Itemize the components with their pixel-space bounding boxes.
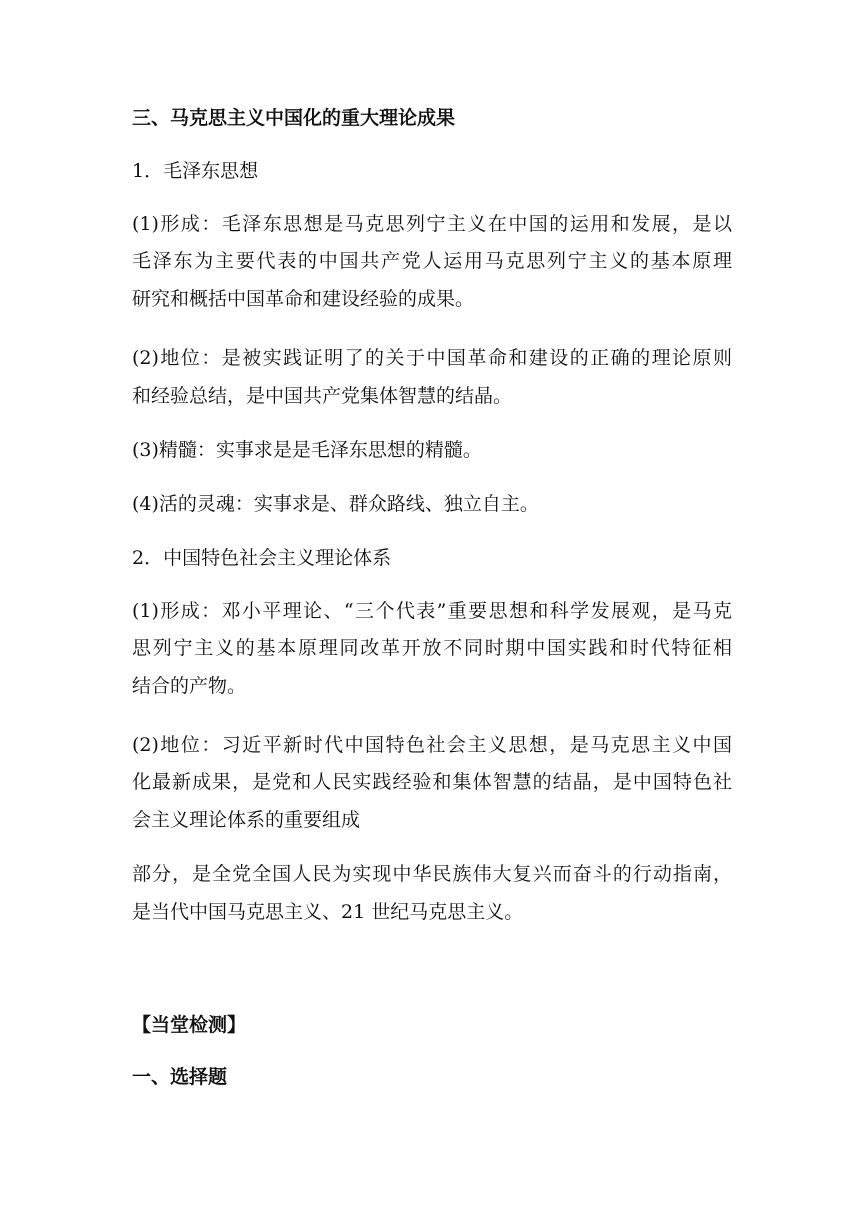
paragraph-line: 结合的产物。 xyxy=(132,675,247,697)
paragraph-line: 研究和概括中国革命和建设经验的成果。 xyxy=(132,288,475,310)
paragraph-line: 部分，是全党全国人民为实现中华民族伟大复兴而奋斗的行动指南， xyxy=(132,863,732,885)
paragraph-line: 思列宁主义的基本原理同改革开放不同时期中国实践和时代特征相 xyxy=(132,637,732,659)
paragraph-line: (2)地位：习近平新时代中国特色社会主义思想，是马克思主义中国 xyxy=(132,734,732,756)
paragraph-line: (4)活的灵魂：实事求是、群众路线、独立自主。 xyxy=(132,493,539,515)
paragraph-line: 和经验总结，是中国共产党集体智慧的结晶。 xyxy=(132,385,513,407)
section-heading: 三、马克思主义中国化的重大理论成果 xyxy=(132,107,456,129)
subheading-mao-thought: 1．毛泽东思想 xyxy=(132,160,259,182)
paragraph-line: (3)精髓：实事求是是毛泽东思想的精髓。 xyxy=(132,439,482,461)
subheading-socialism-theory: 2．中国特色社会主义理论体系 xyxy=(132,547,392,569)
paragraph-line: (1)形成：毛泽东思想是马克思列宁主义在中国的运用和发展，是以 xyxy=(132,213,732,235)
paragraph-line: 会主义理论体系的重要组成 xyxy=(132,809,361,831)
paragraph-line: (2)地位：是被实践证明了的关于中国革命和建设的正确的理论原则 xyxy=(132,347,732,369)
quiz-heading: 【当堂检测】 xyxy=(132,1014,247,1036)
paragraph-line: 是当代中国马克思主义、21 世纪马克思主义。 xyxy=(132,901,524,923)
paragraph-line: (1)形成：邓小平理论、“三个代表”重要思想和科学发展观，是马克 xyxy=(132,600,732,622)
paragraph-line: 毛泽东为主要代表的中国共产党人运用马克思列宁主义的基本原理 xyxy=(132,250,732,272)
paragraph-line: 化最新成果，是党和人民实践经验和集体智慧的结晶，是中国特色社 xyxy=(132,771,732,793)
quiz-section-choice: 一、选择题 xyxy=(132,1066,228,1088)
